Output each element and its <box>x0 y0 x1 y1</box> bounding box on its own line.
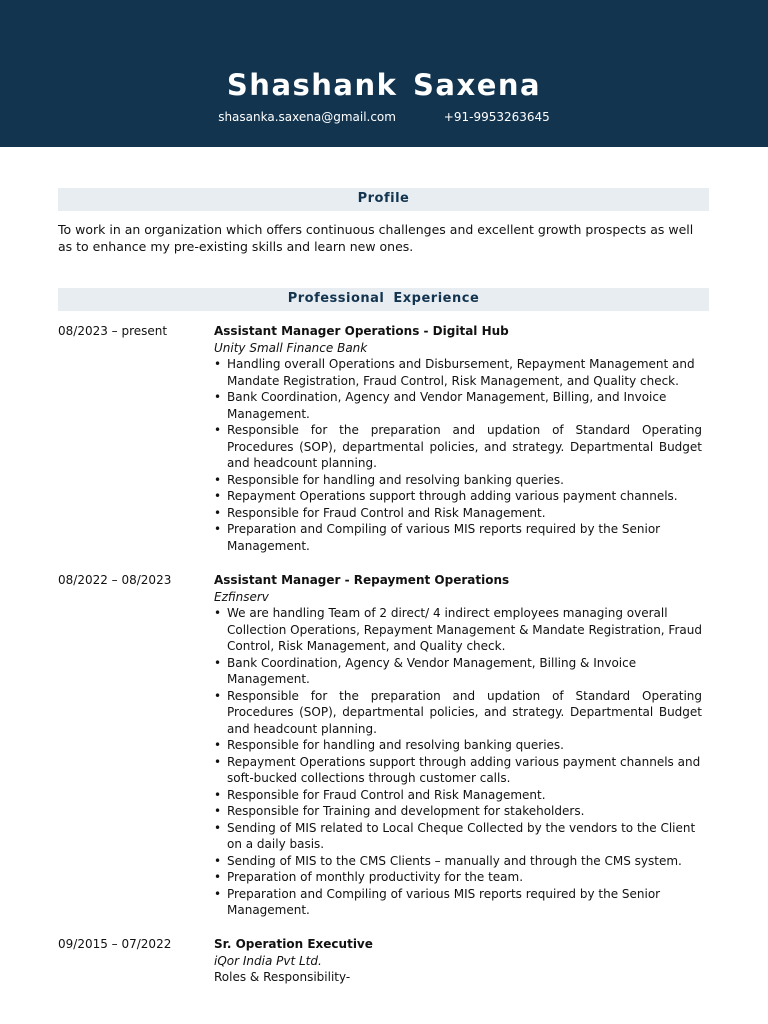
job-bullet: • Responsible for handling and resolving banking queries. <box>214 737 702 754</box>
job-company: Unity Small Finance Bank <box>214 340 368 355</box>
job-title: Assistant Manager Operations - Digital Hub <box>214 324 509 338</box>
job-bullet-list <box>214 605 702 919</box>
job-bullet: • Bank Coordination, Agency & Vendor Management, Billing & Invoice Management. <box>214 655 702 688</box>
profile-text: To work in an organization which offers continuous challenges and excellent growth prospects as well as to enhance my pre-existing skills and learn new ones. <box>58 222 694 254</box>
job-bullet: • Responsible for handling and resolving banking queries. <box>214 472 702 489</box>
job-bullet: • Bank Coordination, Agency and Vendor Management, Billing, and Invoice Management. <box>214 389 702 422</box>
job-date: 09/2015 – 07/2022 <box>58 937 172 951</box>
job-date: 08/2022 – 08/2023 <box>58 573 172 587</box>
job-bullet: • Responsible for the preparation and updation of Standard Operating Procedures (SOP), departmental policies, and strategy. Departmental Budget and headcount planning. <box>214 688 702 738</box>
job-bullet: • Preparation and Compiling of various MIS reports required by the Senior Management. <box>214 886 702 919</box>
job-details <box>214 323 702 554</box>
job-bullet: • Sending of MIS related to Local Cheque Collected by the vendors to the Client on a daily basis. <box>214 820 702 853</box>
job-company: iQor India Pvt Ltd. <box>214 953 322 968</box>
job-bullet-list <box>214 356 702 554</box>
job-entry <box>58 323 708 554</box>
phone-number: +91-9953263645 <box>443 110 550 124</box>
job-note: Roles & Responsibility- <box>214 970 351 984</box>
job-entry <box>58 936 708 986</box>
section-heading-profile: Profile <box>58 188 709 211</box>
job-bullet: • Repayment Operations support through adding various payment channels. <box>214 488 702 505</box>
job-title: Sr. Operation Executive <box>214 937 373 951</box>
section-heading-experience: Professional Experience <box>58 288 709 311</box>
job-bullet: • Handling overall Operations and Disbursement, Repayment Management and Mandate Registration, Fraud Control, Risk Management, and Quality check. <box>214 356 702 389</box>
job-bullet: • Preparation and Compiling of various MIS reports required by the Senior Management. <box>214 521 702 554</box>
job-bullet: • Responsible for Fraud Control and Risk Management. <box>214 505 702 522</box>
contact-line <box>0 110 768 124</box>
job-company: Ezfinserv <box>214 589 269 604</box>
job-date: 08/2023 – present <box>58 324 168 338</box>
job-details <box>214 936 702 986</box>
job-bullet: • Repayment Operations support through adding various payment channels and soft-bucked collections through customer calls. <box>214 754 702 787</box>
resume-header <box>0 0 768 147</box>
job-bullet: • Sending of MIS to the CMS Clients – manually and through the CMS system. <box>214 853 702 870</box>
job-title: Assistant Manager - Repayment Operations <box>214 573 510 587</box>
candidate-name: Shashank Saxena <box>226 68 542 102</box>
job-entry <box>58 572 708 919</box>
job-bullet: • Preparation of monthly productivity for the team. <box>214 869 702 886</box>
email-link[interactable]: shasanka.saxena@gmail.com <box>218 110 396 124</box>
job-bullet: • Responsible for the preparation and updation of Standard Operating Procedures (SOP), departmental policies, and strategy. Departmental Budget and headcount planning. <box>214 422 702 472</box>
job-bullet: • Responsible for Fraud Control and Risk Management. <box>214 787 702 804</box>
job-bullet: • Responsible for Training and development for stakeholders. <box>214 803 702 820</box>
job-bullet: • We are handling Team of 2 direct/ 4 indirect employees managing overall Collection Operations, Repayment Management & Mandate Registration, Fraud Control, Risk Management, and Quality check. <box>214 605 702 655</box>
job-details <box>214 572 702 919</box>
